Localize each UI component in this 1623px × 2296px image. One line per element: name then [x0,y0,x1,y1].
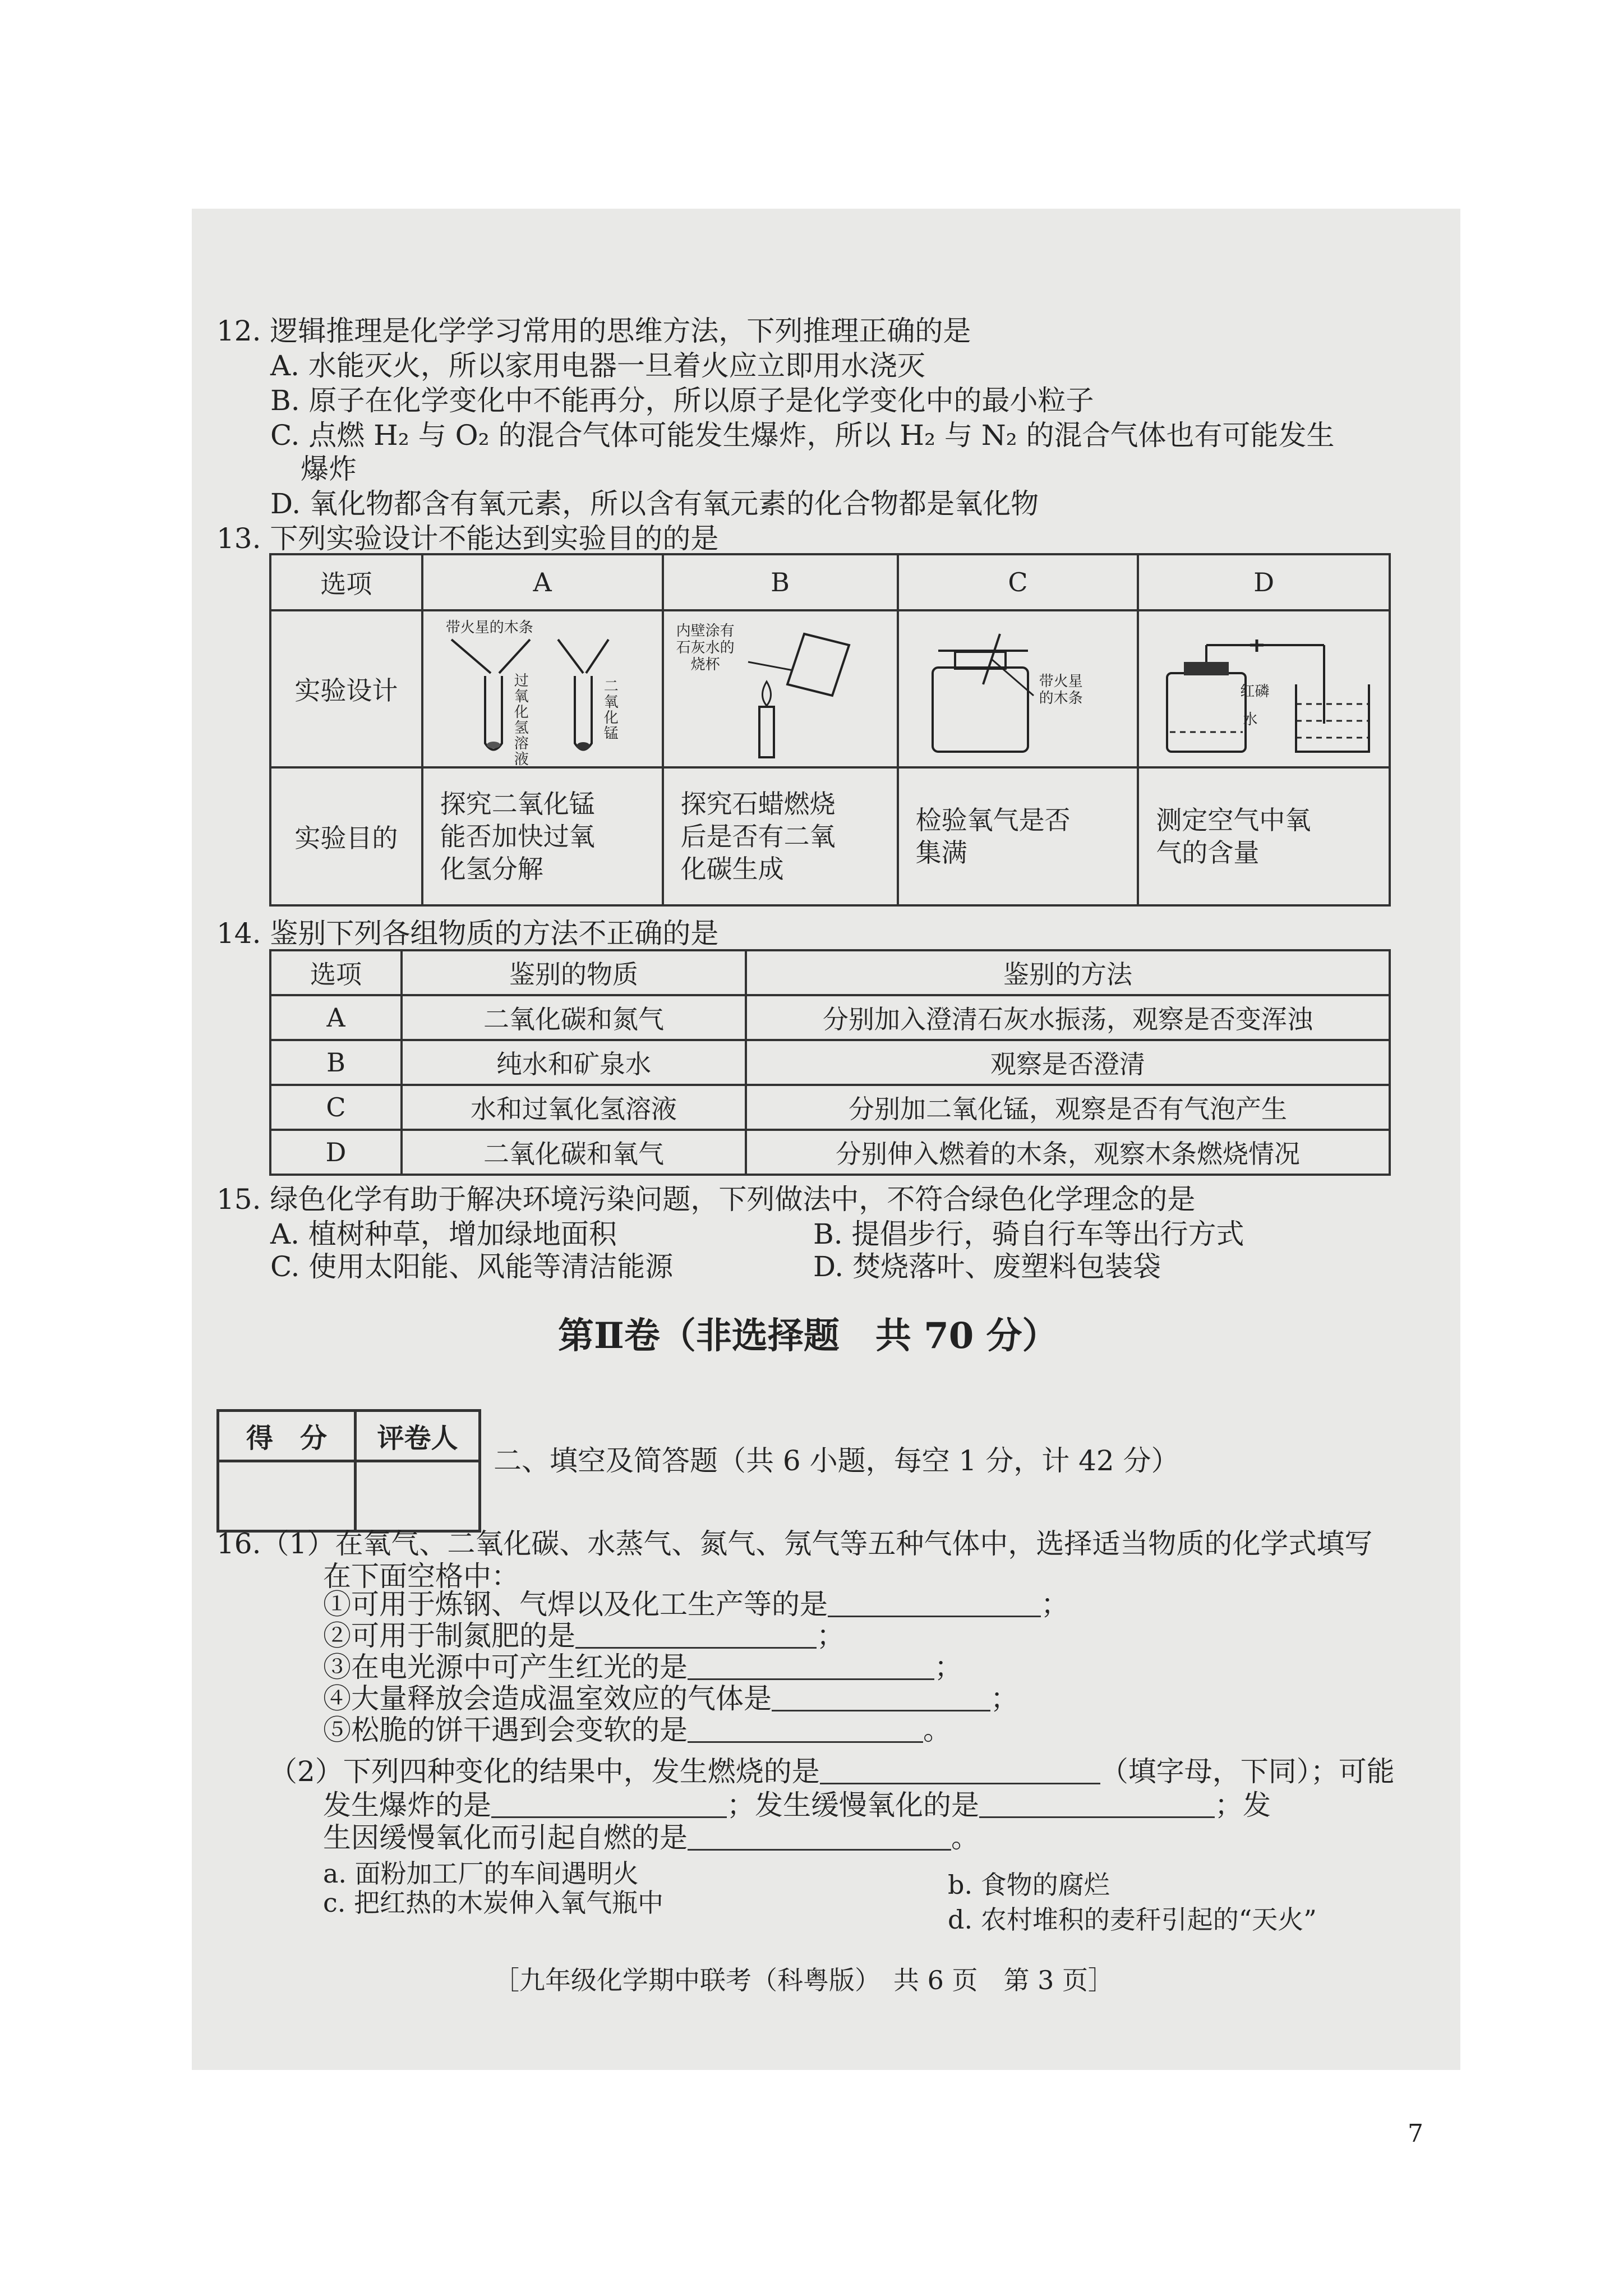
q13-figure-a [422,610,663,767]
q16-option-d: d. 农村堆积的麦秆引起的“天火” [948,1904,1317,1935]
q13-figure-b [663,610,898,767]
q16-part2-line3-text: 生因缓慢氧化而引起自燃的是 [323,1821,688,1854]
q15-option-d: D. 焚烧落叶、废塑料包装袋 [813,1250,1161,1283]
q13-row-purpose-label: 实验目的 [270,767,422,905]
grader-cell[interactable] [356,1461,480,1531]
q16-item-5: ⑤松脆的饼干遇到会变软的是 。 [323,1714,951,1746]
q16-stem-line2: 在下面空格中： [323,1560,519,1593]
q16-part2-line2-b: ；发生缓慢氧化的是 [727,1789,979,1821]
score-header: 得 分 [218,1411,356,1461]
q12-option-d: D. 氧化物都含有氧元素，所以含有氧元素的化合物都是氧化物 [270,487,1039,520]
q12-option-a: A. 水能灭火，所以家用电器一旦着火应立即用水浇灭 [270,349,925,382]
q14-header-substance: 鉴别的物质 [402,950,746,995]
q16-item-1: ①可用于炼钢、气焊以及化工生产等的是 ； [323,1588,1069,1621]
q13-purpose-a-line3: 化氢分解 [440,854,543,884]
q16-item-2-text: ②可用于制氮肥的是 [323,1619,575,1652]
q16-item-4: ④大量释放会造成温室效应的气体是 ； [323,1682,1018,1715]
q14-row-b-method: 观察是否澄清 [746,1040,1390,1085]
q13-purpose-d-line2: 气的含量 [1156,838,1260,868]
q14-row-c-substance: 水和过氧化氢溶液 [402,1085,746,1130]
fig-a-label-tube1: 过氧化氢溶液 [514,673,529,768]
q14-row-b-option: B [270,1040,402,1085]
q14-row-d-option: D [270,1130,402,1175]
q16-part2-line1-b: （填字母，下同）；可能 [1100,1755,1395,1788]
q13-row-design-label: 实验设计 [270,610,422,767]
q13-header-d: D [1138,554,1390,610]
q13-figure-c [898,610,1138,767]
q16-item-3: ③在电光源中可产生红光的是 ； [323,1651,962,1683]
q14-header-option: 选项 [270,950,402,995]
q14-stem: 14. 鉴别下列各组物质的方法不正确的是 [216,917,719,950]
q16-part2-line2-a: 发生爆炸的是 [323,1789,491,1821]
q14-row-a-method: 分别加入澄清石灰水振荡，观察是否变浑浊 [746,995,1390,1040]
score-box [216,1409,481,1533]
gas-bottle-diagram [899,611,1135,763]
q13-table [269,553,1391,907]
q16-blank-spontaneous[interactable] [688,1824,951,1851]
q13-purpose-d-line1: 测定空气中氧 [1156,805,1311,835]
q16-option-c: c. 把红热的木炭伸入氧气瓶中 [323,1888,664,1918]
q12-stem: 12. 逻辑推理是化学学习常用的思维方法，下列推理正确的是 [216,315,971,347]
q13-header-a: A [422,554,663,610]
q14-row-b-substance: 纯水和矿泉水 [402,1040,746,1085]
q16-blank-1[interactable] [828,1591,1041,1617]
q13-purpose-b-line3: 化碳生成 [680,854,784,884]
q13-purpose-c-line1: 检验氧气是否 [915,805,1071,835]
q15-stem: 15. 绿色化学有助于解决环境污染问题，下列做法中，不符合绿色化学理念的是 [216,1183,1196,1216]
q14-header-method: 鉴别的方法 [746,950,1390,995]
q16-blank-explosion[interactable] [491,1792,727,1818]
q12-option-c-cont: 爆炸 [301,453,357,485]
q14-row-c-method: 分别加二氧化锰，观察是否有气泡产生 [746,1085,1390,1130]
fig-a-label-top: 带火星的木条 [445,619,533,636]
q16-blank-3[interactable] [688,1654,934,1680]
q16-item-2: ②可用于制氮肥的是 ； [323,1619,845,1652]
q16-item-4-text: ④大量释放会造成温室效应的气体是 [323,1682,772,1715]
q14-row-a-substance: 二氧化碳和氮气 [402,995,746,1040]
q13-purpose-a [422,767,663,905]
fig-a-label-tube2: 二氧化锰 [603,678,619,742]
q13-purpose-a-line1: 探究二氧化锰 [440,789,595,819]
q16-part2-line2 [323,1788,1271,1822]
q13-header-b: B [663,554,898,610]
q13-purpose-c [898,767,1138,905]
q16-blank-burning[interactable] [820,1758,1100,1784]
q13-figure-d [1138,610,1390,767]
q16-blank-5[interactable] [688,1717,923,1743]
q14-row-c-option: C [270,1085,402,1130]
q16-part2-line1 [269,1755,1395,1788]
grader-header: 评卷人 [356,1411,480,1461]
page-number: 7 [1408,2119,1423,2148]
q13-purpose-b [663,767,898,905]
part-2-title: 二、填空及简答题（共 6 小题，每空 1 分，计 42 分） [494,1444,1179,1477]
section-2-title: 第Ⅱ卷（非选择题 共 70 分） [558,1315,1058,1357]
q13-purpose-d [1138,767,1390,905]
q14-row-d-method: 分别伸入燃着的木条，观察木条燃烧情况 [746,1130,1390,1175]
q16-part2-line1-a: （2）下列四种变化的结果中，发生燃烧的是 [269,1755,820,1788]
q16-option-a: a. 面粉加工厂的车间遇明火 [323,1858,639,1889]
q16-option-b: b. 食物的腐烂 [948,1870,1110,1900]
q14-row-d-substance: 二氧化碳和氧气 [402,1130,746,1175]
q16-blank-slow-oxidation[interactable] [979,1792,1215,1818]
q16-item-3-text: ③在电光源中可产生红光的是 [323,1651,688,1683]
fig-c-label-stick: 带火星 的木条 [1039,673,1083,707]
q12-option-c: C. 点燃 H₂ 与 O₂ 的混合气体可能发生爆炸，所以 H₂ 与 N₂ 的混合气体也有可能发生 [270,419,1335,452]
q16-item-5-text: ⑤松脆的饼干遇到会变软的是 [323,1714,688,1746]
q13-header-c: C [898,554,1138,610]
q13-purpose-b-line2: 后是否有二氧 [680,821,836,852]
fig-d-label-water: 水 [1243,711,1258,728]
q16-blank-2[interactable] [575,1622,817,1649]
q13-purpose-c-line2: 集满 [915,838,967,868]
q16-part2-line3: 生因缓慢氧化而引起自燃的是 。 [323,1821,979,1854]
q16-part2-line2-c: ；发 [1215,1789,1271,1821]
fig-b-label-beaker: 内壁涂有 石灰水的 烧杯 [676,623,735,673]
q15-option-c: C. 使用太阳能、风能等清洁能源 [270,1250,674,1283]
q12-option-b: B. 原子在化学变化中不能再分，所以原子是化学变化中的最小粒子 [270,384,1094,417]
q16-item-1-text: ①可用于炼钢、气焊以及化工生产等的是 [323,1588,828,1621]
q13-purpose-a-line2: 能否加快过氧 [440,821,595,852]
q15-option-b: B. 提倡步行，骑自行车等出行方式 [813,1218,1244,1250]
q13-stem: 13. 下列实验设计不能达到实验目的的是 [216,522,719,555]
q14-row-a-option: A [270,995,402,1040]
q16-stem-line1: 16.（1）在氧气、二氧化碳、水蒸气、氮气、氖气等五种气体中，选择适当物质的化学式填写 [216,1527,1373,1560]
q14-table [269,949,1391,1176]
fig-d-label-phosphorus: 红磷 [1240,683,1270,700]
page-footer: ［九年级化学期中联考（科粤版） 共 6 页 第 3 页］ [494,1965,1114,1995]
q15-option-a: A. 植树种草，增加绿地面积 [270,1218,617,1250]
score-cell[interactable] [218,1461,356,1531]
q13-purpose-b-line1: 探究石蜡燃烧 [680,789,836,819]
q16-blank-4[interactable] [772,1685,990,1711]
q13-header-option: 选项 [270,554,422,610]
